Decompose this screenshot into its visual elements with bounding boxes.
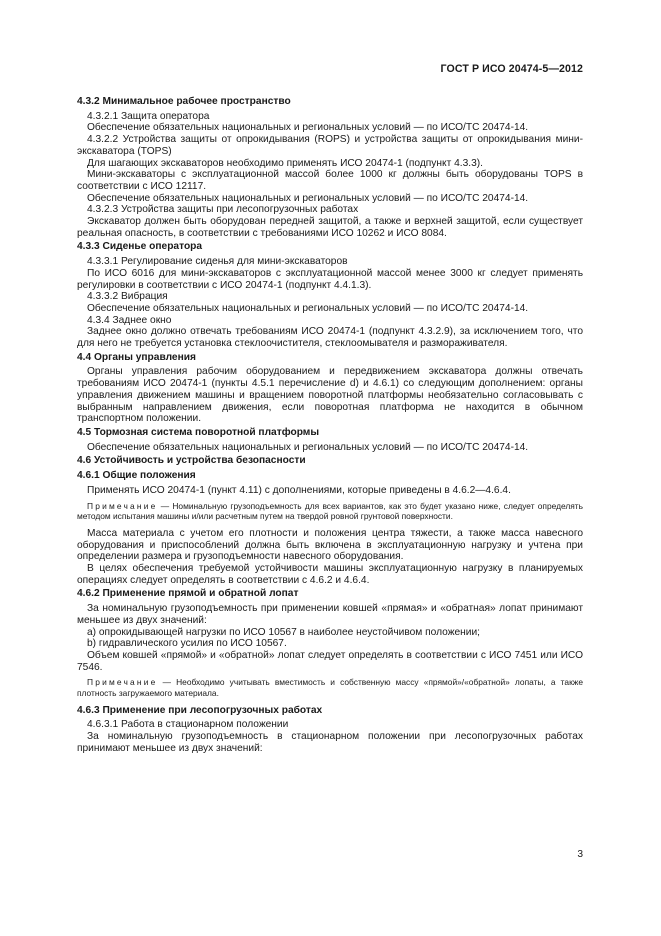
paragraph-text: Экскаватор должен быть оборудован передней защитой, а также и верхней защитой, если существует реальная опасность, в соответствии с требованиями ИСО 10262 и ИСО 8084.	[77, 216, 583, 239]
paragraph	[77, 603, 583, 626]
paragraph-text: 4.3.2.2 Устройства защиты от опрокидывания (ROPS) и устройства защиты от опрокидывания мини-экскаватора (TOPS)	[77, 134, 583, 157]
paragraph	[77, 315, 583, 327]
paragraph	[77, 638, 583, 650]
note-text: — Необходимо учитывать вместимость и собственную массу «прямой»/«обратной» лопаты, а также плотность загружаемого материала.	[77, 677, 583, 698]
paragraph	[77, 122, 583, 134]
section-heading: 4.5 Тормозная система поворотной платформы	[77, 426, 320, 438]
section-heading: 4.4 Органы управления	[77, 351, 196, 363]
section-heading: 4.6 Устойчивость и устройства безопасности	[77, 455, 306, 467]
paragraph-text: Обеспечение обязательных национальных и региональных условий — по ИСО/ТС 20474-14.	[87, 122, 529, 134]
paragraph	[77, 731, 583, 754]
paragraph-text: По ИСО 6016 для мини-экскаваторов с эксплуатационной массой менее 3000 кг следует применять регулировки в соответствии с ИСО 20474-1 (подпункт 4.4.1.3).	[77, 267, 583, 291]
paragraph-text: За номинальную грузоподъемность в стационарном положении при лесопогрузочных работах принимают меньшее из двух значений:	[77, 731, 583, 754]
section-heading: 4.3.3 Сиденье оператора	[77, 241, 203, 253]
section-heading: 4.6.2 Применение прямой и обратной лопат	[77, 588, 299, 600]
paragraph-text: 4.3.4 Заднее окно	[87, 314, 172, 326]
paragraph	[77, 291, 583, 303]
paragraph	[77, 204, 583, 216]
note-label: Примечание	[87, 500, 158, 511]
paragraph	[77, 256, 583, 268]
paragraph	[77, 719, 583, 731]
paragraph-text: Для шагающих экскаваторов необходимо применять ИСО 20474-1 (подпункт 4.3.3).	[87, 157, 483, 169]
paragraph-text: Мини-экскаваторы с эксплуатационной массой более 1000 кг должны быть оборудованы TOPS в соответствии с ИСО 12117.	[77, 169, 583, 192]
paragraph-text: Масса материала с учетом его плотности и положения центра тяжести, а также масса навесного оборудования и приспособлений должна быть включена в эксплуатационную нагрузку и учтена при определении размера и грузоподъемности навесного оборудования.	[77, 527, 583, 563]
paragraph-text: a) опрокидывающей нагрузки по ИСО 10567 в наиболее неустойчивом положении;	[87, 626, 481, 638]
paragraph	[77, 216, 583, 239]
paragraph-text: Обеспечение обязательных национальных и региональных условий — по ИСО/ТС 20474-14.	[87, 441, 529, 453]
paragraph	[77, 134, 583, 157]
paragraph-text: Применять ИСО 20474-1 (пункт 4.11) с дополнениями, которые приведены в 4.6.2—4.6.4.	[87, 484, 511, 496]
paragraph	[77, 193, 583, 205]
paragraph-text: За номинальную грузоподъемность при применении ковшей «прямая» и «обратная» лопат принимают меньшее из двух значений:	[77, 603, 583, 626]
paragraph-text: 4.3.2.3 Устройства защиты при лесопогрузочных работах	[87, 204, 359, 216]
paragraph	[77, 485, 583, 497]
paragraph	[77, 111, 583, 123]
page-number: 3	[577, 849, 583, 860]
section-heading: 4.6.3 Применение при лесопогрузочных работах	[77, 704, 323, 716]
paragraph-text: Органы управления рабочим оборудованием и передвижением экскаватора должны отвечать требованиям ИСО 20474-1 (пункты 4.5.1 перечисление d) и 4.6.1) со следующим дополнением: органы управления движением машины и вращением поворотной платформы необязательно согласовывать с выбранным направлением движения, если поворотная платформа не находится в обычном транспортном положении.	[77, 366, 583, 425]
paragraph	[77, 169, 583, 192]
paragraph	[77, 650, 583, 673]
paragraph-text: Обеспечение обязательных национальных и региональных условий — по ИСО/ТС 20474-14.	[87, 302, 529, 314]
paragraph	[77, 366, 583, 425]
paragraph	[77, 303, 583, 315]
note	[77, 501, 583, 521]
document-code-header: ГОСТ Р ИСО 20474-5—2012	[440, 63, 583, 75]
paragraph-text: 4.3.3.1 Регулирование сиденья для мини-экскаваторов	[87, 256, 348, 268]
note	[77, 677, 583, 697]
page-content	[77, 94, 583, 755]
section-heading: 4.3.2 Минимальное рабочее пространство	[77, 96, 291, 107]
note-label: Примечание	[87, 677, 158, 688]
paragraph	[77, 158, 583, 170]
paragraph	[77, 268, 583, 291]
paragraph	[77, 326, 583, 349]
paragraph-text: Объем ковшей «прямой» и «обратной» лопат следует определять в соответствии с ИСО 7451 или ИСО 7546.	[77, 649, 583, 673]
paragraph-text: b) гидравлического усилия по ИСО 10567.	[87, 638, 287, 650]
paragraph-text: Заднее окно должно отвечать требованиям ИСО 20474-1 (подпункт 4.3.2.9), за исключением того, что для него не требуется установка стеклоочистителя, стеклоомывателя и размораживателя.	[77, 326, 583, 350]
paragraph	[77, 528, 583, 563]
paragraph-text: Обеспечение обязательных национальных и региональных условий — по ИСО/ТС 20474-14.	[87, 192, 529, 204]
paragraph	[77, 627, 583, 639]
note-text: — Номинальную грузоподъемность для всех вариантов, как это будет указано ниже, следует определять методом испытания машины и/или расчетным путем на твердой ровной грунтовой поверхности.	[77, 500, 583, 521]
paragraph	[77, 563, 583, 586]
paragraph-text: В целях обеспечения требуемой устойчивости машины эксплуатационную нагрузку в планируемых операциях следует определять в соответствии с 4.6.2 и 4.6.4.	[77, 563, 583, 586]
section-heading: 4.6.1 Общие положения	[77, 470, 196, 482]
paragraph	[77, 442, 583, 454]
paragraph-text: 4.6.3.1 Работа в стационарном положении	[87, 719, 289, 731]
paragraph-text: 4.3.3.2 Вибрация	[87, 291, 168, 303]
paragraph-text: 4.3.2.1 Защита оператора	[87, 110, 210, 122]
